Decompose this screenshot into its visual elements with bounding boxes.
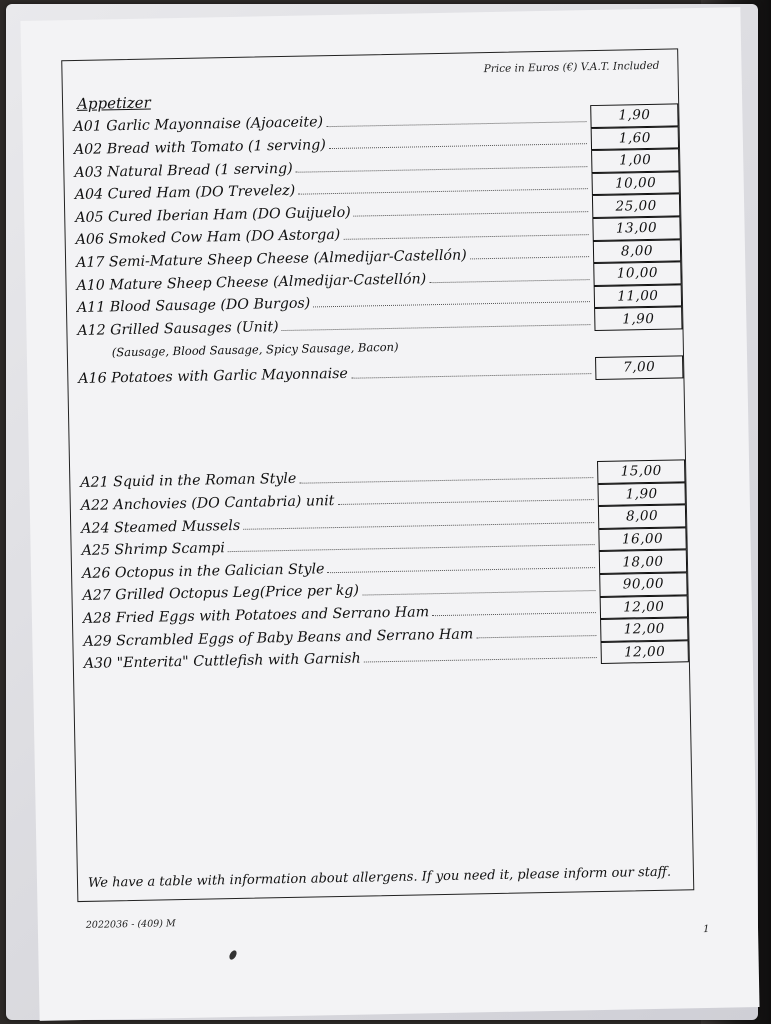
leader-dots — [351, 372, 591, 379]
item-label: A05 Cured Iberian Ham (DO Guijuelo) — [75, 204, 351, 226]
item-price: 12,00 — [600, 640, 688, 664]
item-label: A01 Garlic Mayonnaise (Ajoaceite) — [73, 114, 324, 136]
item-price: 10,00 — [591, 171, 679, 195]
item-price: 13,00 — [592, 216, 680, 240]
page-number: 1 — [702, 923, 710, 936]
leader-dots — [299, 476, 593, 484]
leader-dots — [329, 142, 587, 149]
appetizer-list — [73, 103, 682, 341]
leader-dots — [313, 300, 590, 307]
leader-dots — [343, 233, 588, 240]
item-label: A17 Semi-Mature Sheep Cheese (Almedijar-Castellón) — [75, 247, 467, 271]
item-price: 90,00 — [599, 572, 687, 596]
item-label: A27 Grilled Octopus Leg(Price per kg) — [82, 582, 360, 605]
leader-dots — [337, 498, 593, 505]
item-label: A03 Natural Bread (1 serving) — [74, 160, 293, 181]
leader-dots — [362, 589, 595, 595]
item-price: 7,00 — [595, 355, 683, 379]
leader-dots — [296, 165, 588, 173]
leader-dots — [243, 521, 594, 530]
sausage-note-block — [78, 331, 684, 389]
seafood-list — [80, 459, 689, 674]
allergen-note: We have a table with information about allergens. If you need it, please inform our staff. — [87, 864, 672, 891]
leader-dots — [298, 188, 588, 196]
item-label: A16 Potatoes with Garlic Mayonnaise — [78, 366, 349, 388]
item-price: 1,60 — [591, 126, 679, 150]
item-label: A10 Mature Sheep Cheese (Almedijar-Castellón) — [76, 270, 427, 294]
price-note: Price in Euros (€) V.A.T. Included — [483, 59, 660, 76]
sausage-note: (Sausage, Blood Sausage, Spicy Sausage, Bacon) — [111, 339, 399, 360]
leader-dots — [327, 566, 595, 573]
item-price: 11,00 — [594, 284, 682, 308]
item-price: 8,00 — [593, 239, 681, 263]
leader-dots — [282, 323, 591, 331]
item-label: A21 Squid in the Roman Style — [80, 471, 297, 492]
item-price: 15,00 — [597, 459, 685, 483]
leader-dots — [326, 120, 586, 127]
item-price: 18,00 — [599, 550, 687, 574]
menu-page — [20, 7, 759, 1021]
item-price: 25,00 — [592, 194, 680, 218]
leader-dots — [470, 255, 589, 259]
item-label: A24 Steamed Mussels — [81, 517, 241, 537]
item-label: A30 "Enterita" Cuttlefish with Garnish — [83, 650, 361, 673]
leader-dots — [364, 656, 597, 662]
item-label: A11 Blood Sausage (DO Burgos) — [76, 295, 311, 317]
leader-dots — [429, 278, 589, 283]
item-label: A12 Grilled Sausages (Unit) — [77, 318, 279, 339]
item-label: A02 Bread with Tomato (1 serving) — [73, 137, 326, 158]
item-price: 1,00 — [591, 149, 679, 173]
item-label: A29 Scrambled Eggs of Baby Beans and Serrano Ham — [83, 625, 474, 650]
item-price: 16,00 — [598, 527, 686, 551]
leader-dots — [354, 210, 589, 217]
item-price: 12,00 — [600, 595, 688, 619]
leader-dots — [476, 634, 596, 638]
item-price: 8,00 — [598, 505, 686, 529]
menu-frame — [61, 48, 694, 902]
item-label: A26 Octopus in the Galician Style — [81, 561, 325, 582]
item-label: A22 Anchovies (DO Cantabria) unit — [80, 493, 335, 514]
document-code: 2022036 - (409) M — [85, 918, 176, 931]
item-label: A28 Fried Eggs with Potatoes and Serrano Ham — [82, 604, 430, 627]
item-label: A25 Shrimp Scampi — [81, 540, 226, 560]
section-title-appetizer: Appetizer — [76, 93, 151, 113]
item-price: 1,90 — [594, 307, 682, 331]
item-label: A06 Smoked Cow Ham (DO Astorga) — [75, 227, 341, 249]
item-price: 1,90 — [597, 482, 685, 506]
item-price: 10,00 — [593, 262, 681, 286]
item-label: A04 Cured Ham (DO Trevelez) — [74, 182, 296, 204]
leader-dots — [432, 611, 596, 616]
item-price: 12,00 — [600, 617, 688, 641]
item-price: 1,90 — [590, 103, 678, 127]
leader-dots — [228, 543, 595, 552]
